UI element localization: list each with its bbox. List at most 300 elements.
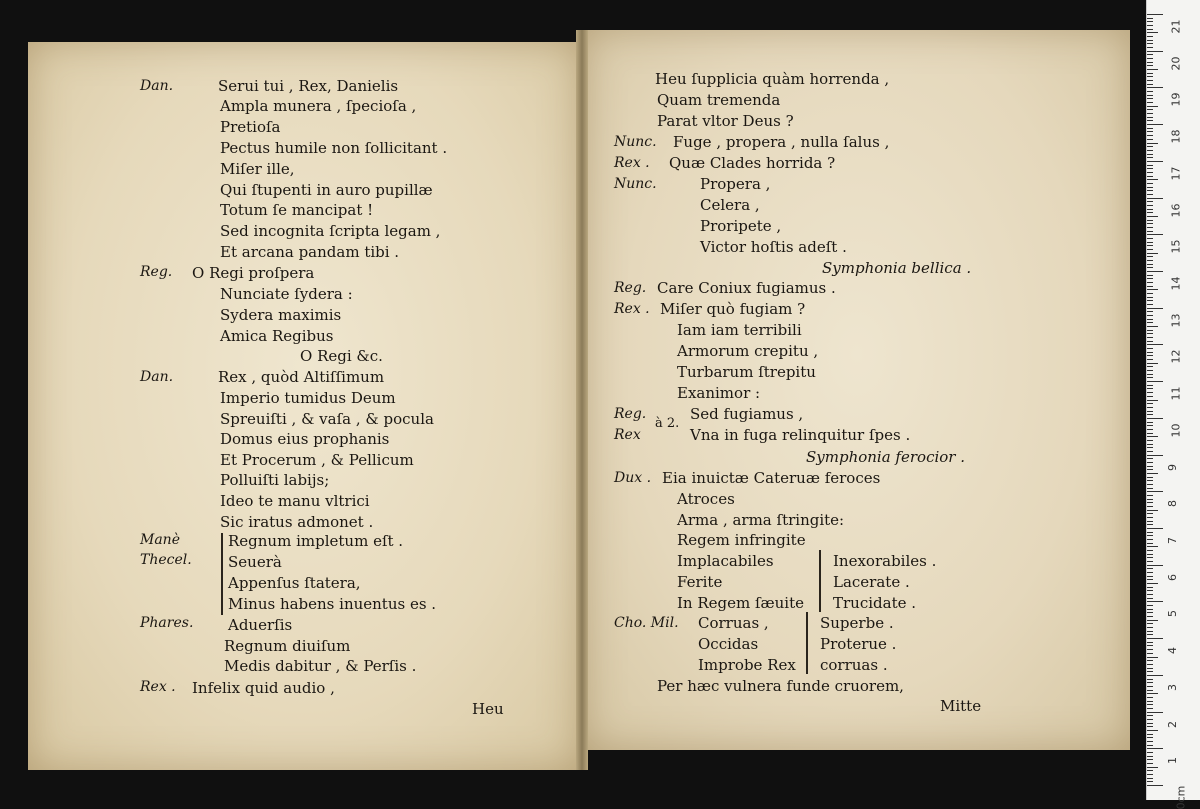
ruler-label: 0cm — [1174, 785, 1188, 809]
ruler-minor-tick — [1147, 256, 1153, 257]
ruler-label: 12 — [1169, 349, 1183, 364]
ruler-minor-tick — [1147, 605, 1153, 606]
ruler-major-tick — [1147, 491, 1163, 492]
stage-direction: Symphonia bellica . — [822, 259, 972, 277]
verse-line: Serui tui , Rex, Danielis — [218, 77, 399, 95]
ruler-minor-tick — [1147, 165, 1153, 166]
ruler-minor-tick — [1147, 631, 1153, 632]
ruler-minor-tick — [1147, 616, 1153, 617]
ruler-minor-tick — [1147, 135, 1153, 136]
ruler-minor-tick — [1147, 238, 1153, 239]
ruler-minor-tick — [1147, 433, 1153, 434]
ruler-minor-tick — [1147, 690, 1153, 691]
ruler-minor-tick — [1147, 183, 1153, 184]
ruler-label: 18 — [1169, 129, 1183, 144]
ruler-label: 15 — [1169, 239, 1183, 254]
verse-line: Turbarum ſtrepitu — [677, 363, 816, 381]
ruler-minor-tick — [1147, 245, 1153, 246]
ruler-label: 3 — [1166, 683, 1179, 691]
ruler-minor-tick — [1147, 620, 1158, 621]
ruler-minor-tick — [1147, 657, 1158, 658]
speaker-phares: Phares. — [140, 615, 194, 631]
ruler-minor-tick — [1147, 396, 1153, 397]
column-bar — [806, 612, 808, 674]
ruler-major-tick — [1147, 785, 1163, 786]
ruler-minor-tick — [1147, 36, 1153, 37]
ruler-minor-tick — [1147, 543, 1153, 544]
ruler-minor-tick — [1147, 260, 1153, 261]
speaker-nunc: Nunc. — [614, 134, 657, 150]
ruler-minor-tick — [1147, 223, 1153, 224]
ruler-label: 14 — [1169, 276, 1183, 291]
ruler-minor-tick — [1147, 726, 1153, 727]
ruler-minor-tick — [1147, 231, 1153, 232]
verse-line: Superbe . — [820, 614, 894, 632]
ruler-minor-tick — [1147, 146, 1153, 147]
ruler-minor-tick — [1147, 664, 1153, 665]
ruler-minor-tick — [1147, 43, 1153, 44]
ruler-minor-tick — [1147, 759, 1153, 760]
ruler-minor-tick — [1147, 341, 1153, 342]
ruler-minor-tick — [1147, 701, 1153, 702]
ruler-minor-tick — [1147, 139, 1153, 140]
ruler-minor-tick — [1147, 576, 1153, 577]
ruler-label: 8 — [1166, 500, 1179, 508]
ruler-minor-tick — [1147, 190, 1153, 191]
ruler-minor-tick — [1147, 326, 1158, 327]
ruler-minor-tick — [1147, 671, 1153, 672]
ruler-minor-tick — [1147, 95, 1153, 96]
ruler-minor-tick — [1147, 370, 1153, 371]
ruler-minor-tick — [1147, 447, 1153, 448]
ruler-minor-tick — [1147, 499, 1153, 500]
ruler-minor-tick — [1147, 205, 1153, 206]
verse-line: Infelix quid audio , — [192, 679, 335, 697]
a-due-marker: à 2. — [655, 416, 680, 431]
ruler-minor-tick — [1147, 583, 1158, 584]
ruler-minor-tick — [1147, 444, 1153, 445]
speaker-thecel: Thecel. — [140, 552, 192, 568]
ruler-minor-tick — [1147, 737, 1153, 738]
ruler-minor-tick — [1147, 756, 1153, 757]
verse-line: O Regi &c. — [300, 347, 383, 365]
ruler-minor-tick — [1147, 80, 1153, 81]
verse-line: Proripete , — [700, 217, 782, 235]
ruler-minor-tick — [1147, 242, 1153, 243]
verse-line: Victor hoſtis adeſt . — [700, 238, 847, 256]
ruler-minor-tick — [1147, 102, 1153, 103]
ruler-label: 20 — [1169, 56, 1183, 71]
ruler-label: 4 — [1166, 647, 1179, 655]
ruler-minor-tick — [1147, 168, 1153, 169]
column-bar — [819, 550, 821, 612]
ruler-minor-tick — [1147, 157, 1153, 158]
speaker-rex: Rex — [614, 427, 641, 443]
catchword: Mitte — [940, 697, 982, 715]
verse-line: Domus eius prophanis — [220, 430, 390, 448]
ruler-minor-tick — [1147, 128, 1153, 129]
ruler-minor-tick — [1147, 730, 1158, 731]
ruler-minor-tick — [1147, 697, 1153, 698]
verse-line: Eia inuictæ Cateruæ feroces — [662, 469, 881, 487]
ruler-minor-tick — [1147, 131, 1153, 132]
ruler-minor-tick — [1147, 612, 1153, 613]
ruler-minor-tick — [1147, 69, 1158, 70]
ruler-minor-tick — [1147, 634, 1153, 635]
ruler-label: 5 — [1166, 610, 1179, 618]
speaker-rex: Rex . — [614, 301, 650, 317]
ruler-major-tick — [1147, 344, 1163, 345]
ruler-minor-tick — [1147, 550, 1153, 551]
verse-line: Improbe Rex — [698, 656, 796, 674]
ruler-minor-tick — [1147, 473, 1158, 474]
stage-direction: Symphonia ferocior . — [806, 448, 966, 466]
verse-line: Regnum impletum eſt . — [228, 532, 404, 550]
ruler-minor-tick — [1147, 407, 1153, 408]
ruler-minor-tick — [1147, 187, 1153, 188]
ruler-minor-tick — [1147, 366, 1153, 367]
verse-line: Ampla munera , ſpecioſa , — [220, 97, 417, 115]
verse-line: Medis dabitur , & Perſis . — [224, 657, 417, 675]
ruler-minor-tick — [1147, 539, 1153, 540]
verse-line: Appenſus ſtatera, — [228, 574, 361, 592]
verse-line: Qui ſtupenti in auro pupillæ — [220, 181, 433, 199]
ruler-minor-tick — [1147, 668, 1153, 669]
ruler-minor-tick — [1147, 25, 1153, 26]
ruler-minor-tick — [1147, 76, 1153, 77]
verse-line: Totum ſe mancipat ! — [220, 201, 374, 219]
ruler-minor-tick — [1147, 172, 1153, 173]
ruler-minor-tick — [1147, 484, 1153, 485]
ruler-minor-tick — [1147, 572, 1153, 573]
brace-bar — [221, 533, 223, 615]
speaker-dux: Dux . — [614, 470, 652, 486]
ruler-major-tick — [1147, 234, 1163, 235]
speaker-reg: Reg. — [614, 280, 647, 296]
ruler-minor-tick — [1147, 781, 1153, 782]
ruler-minor-tick — [1147, 58, 1153, 59]
ruler-minor-tick — [1147, 480, 1153, 481]
verse-line: Sydera maximis — [220, 306, 342, 324]
ruler-minor-tick — [1147, 319, 1153, 320]
verse-line: Parat vltor Deus ? — [657, 112, 794, 130]
ruler-label: 10 — [1169, 423, 1183, 438]
ruler-label: 13 — [1169, 313, 1183, 328]
verse-line: Nunciate ſydera : — [220, 285, 353, 303]
verse-line: Proterue . — [820, 635, 897, 653]
ruler-minor-tick — [1147, 293, 1153, 294]
ruler-minor-tick — [1147, 715, 1153, 716]
verse-line: Trucidate . — [833, 594, 917, 612]
ruler-minor-tick — [1147, 649, 1153, 650]
verse-line: Iam iam terribili — [677, 321, 802, 339]
ruler-minor-tick — [1147, 47, 1153, 48]
verse-line: Quæ Clades horrida ? — [669, 154, 836, 172]
ruler-minor-tick — [1147, 194, 1153, 195]
ruler-label: 9 — [1166, 463, 1179, 471]
ruler-minor-tick — [1147, 745, 1153, 746]
ruler-minor-tick — [1147, 359, 1153, 360]
book-gutter — [576, 30, 588, 770]
speaker-dan: Dan. — [140, 78, 174, 94]
ruler-major-tick — [1147, 565, 1163, 566]
ruler-minor-tick — [1147, 568, 1153, 569]
ruler-minor-tick — [1147, 109, 1153, 110]
verse-line: Sed fugiamus , — [690, 405, 804, 423]
ruler-minor-tick — [1147, 388, 1153, 389]
ruler-minor-tick — [1147, 62, 1153, 63]
ruler-minor-tick — [1147, 249, 1153, 250]
ruler-minor-tick — [1147, 770, 1153, 771]
ruler-minor-tick — [1147, 117, 1153, 118]
ruler-minor-tick — [1147, 289, 1158, 290]
ruler-minor-tick — [1147, 429, 1153, 430]
ruler-minor-tick — [1147, 91, 1153, 92]
ruler-minor-tick — [1147, 21, 1153, 22]
ruler-minor-tick — [1147, 778, 1153, 779]
ruler-minor-tick — [1147, 333, 1153, 334]
ruler-minor-tick — [1147, 311, 1153, 312]
ruler-minor-tick — [1147, 693, 1158, 694]
ruler-minor-tick — [1147, 411, 1153, 412]
ruler-minor-tick — [1147, 594, 1153, 595]
ruler-minor-tick — [1147, 150, 1153, 151]
verse-line: Miſer ille, — [220, 160, 295, 178]
ruler-minor-tick — [1147, 488, 1153, 489]
verse-line: Aduerſis — [228, 616, 293, 634]
ruler-minor-tick — [1147, 425, 1153, 426]
verse-line: Lacerate . — [833, 573, 910, 591]
ruler-minor-tick — [1147, 176, 1153, 177]
verse-line: Implacabiles — [677, 552, 774, 570]
ruler-minor-tick — [1147, 609, 1153, 610]
ruler-minor-tick — [1147, 679, 1153, 680]
ruler-minor-tick — [1147, 65, 1153, 66]
ruler-minor-tick — [1147, 546, 1158, 547]
ruler-minor-tick — [1147, 440, 1153, 441]
ruler-minor-tick — [1147, 216, 1158, 217]
ruler-minor-tick — [1147, 653, 1153, 654]
ruler-minor-tick — [1147, 734, 1153, 735]
ruler-minor-tick — [1147, 719, 1153, 720]
verse-line: Seuerà — [228, 553, 282, 571]
speaker-dan: Dan. — [140, 369, 174, 385]
verse-line: Heu ſupplicia quàm horrenda , — [655, 70, 890, 88]
ruler-minor-tick — [1147, 363, 1158, 364]
ruler-minor-tick — [1147, 282, 1153, 283]
ruler-minor-tick — [1147, 704, 1153, 705]
ruler-minor-tick — [1147, 495, 1153, 496]
verse-line: Rex , quòd Altiſſimum — [218, 368, 385, 386]
ruler-minor-tick — [1147, 708, 1153, 709]
verse-line: Spreuiſti , & vaſa , & pocula — [220, 410, 434, 428]
speaker-nunc: Nunc. — [614, 176, 657, 192]
ruler-minor-tick — [1147, 469, 1153, 470]
ruler-major-tick — [1147, 638, 1163, 639]
ruler-minor-tick — [1147, 645, 1153, 646]
ruler-minor-tick — [1147, 220, 1153, 221]
ruler-minor-tick — [1147, 763, 1153, 764]
ruler-minor-tick — [1147, 502, 1153, 503]
ruler-minor-tick — [1147, 741, 1153, 742]
verse-line: Propera , — [700, 175, 771, 193]
ruler-minor-tick — [1147, 774, 1153, 775]
verse-line: Minus habens inuentus es . — [228, 595, 437, 613]
ruler-label: 11 — [1169, 386, 1183, 401]
ruler-minor-tick — [1147, 212, 1153, 213]
ruler-major-tick — [1147, 14, 1163, 15]
ruler-minor-tick — [1147, 403, 1153, 404]
ruler-minor-tick — [1147, 532, 1153, 533]
ruler-major-tick — [1147, 601, 1163, 602]
verse-line: Corruas , — [698, 614, 769, 632]
ruler-minor-tick — [1147, 517, 1153, 518]
ruler-minor-tick — [1147, 392, 1153, 393]
verse-line: Sed incognita ſcripta legam , — [220, 222, 441, 240]
ruler-minor-tick — [1147, 642, 1153, 643]
ruler-minor-tick — [1147, 374, 1153, 375]
ruler-minor-tick — [1147, 348, 1153, 349]
ruler-minor-tick — [1147, 451, 1153, 452]
verse-line: Fuge , propera , nulla ſalus , — [673, 133, 890, 151]
ruler-minor-tick — [1147, 723, 1153, 724]
ruler-major-tick — [1147, 418, 1163, 419]
ruler-minor-tick — [1147, 29, 1153, 30]
ruler-minor-tick — [1147, 554, 1153, 555]
ruler-minor-tick — [1147, 201, 1153, 202]
ruler-minor-tick — [1147, 264, 1153, 265]
ruler-minor-tick — [1147, 40, 1153, 41]
ruler-minor-tick — [1147, 322, 1153, 323]
ruler-minor-tick — [1147, 286, 1153, 287]
verse-line: Imperio tumidus Deum — [220, 389, 396, 407]
ruler-minor-tick — [1147, 682, 1153, 683]
ruler-minor-tick — [1147, 209, 1153, 210]
ruler-minor-tick — [1147, 587, 1153, 588]
ruler-minor-tick — [1147, 752, 1153, 753]
verse-line: Sic iratus admonet . — [220, 513, 374, 531]
verse-line: Regnum diuiſum — [224, 637, 351, 655]
ruler-minor-tick — [1147, 113, 1153, 114]
ruler-minor-tick — [1147, 524, 1153, 525]
ruler-major-tick — [1147, 271, 1163, 272]
ruler-minor-tick — [1147, 510, 1158, 511]
ruler-minor-tick — [1147, 253, 1158, 254]
ruler-major-tick — [1147, 87, 1163, 88]
speaker-rex: Rex . — [614, 155, 650, 171]
ruler-minor-tick — [1147, 154, 1153, 155]
ruler-minor-tick — [1147, 557, 1153, 558]
ruler-major-tick — [1147, 748, 1163, 749]
ruler-major-tick — [1147, 455, 1163, 456]
verse-line: Et arcana pandam tibi . — [220, 243, 400, 261]
ruler-minor-tick — [1147, 227, 1153, 228]
ruler-minor-tick — [1147, 337, 1153, 338]
ruler-label: 21 — [1169, 19, 1183, 34]
ruler-minor-tick — [1147, 330, 1153, 331]
verse-line: Ideo te manu vltrici — [220, 492, 370, 510]
ruler-minor-tick — [1147, 385, 1153, 386]
ruler-minor-tick — [1147, 660, 1153, 661]
speaker-reg: Reg. — [140, 264, 173, 280]
ruler-major-tick — [1147, 51, 1163, 52]
ruler-minor-tick — [1147, 355, 1153, 356]
verse-line: corruas . — [820, 656, 888, 674]
verse-line: Inexorabiles . — [833, 552, 937, 570]
ruler-minor-tick — [1147, 352, 1153, 353]
ruler-minor-tick — [1147, 590, 1153, 591]
ruler-major-tick — [1147, 308, 1163, 309]
ruler-major-tick — [1147, 528, 1163, 529]
ruler-label: 2 — [1166, 720, 1179, 728]
ruler-minor-tick — [1147, 297, 1153, 298]
verse-line: Celera , — [700, 196, 760, 214]
ruler-major-tick — [1147, 124, 1163, 125]
ruler-label: 17 — [1169, 166, 1183, 181]
verse-line: Quam tremenda — [657, 91, 781, 109]
ruler-label: 1 — [1166, 757, 1179, 765]
verse-line: Vna in fuga relinquitur ſpes . — [690, 426, 911, 444]
verse-line: Polluiſti labijs; — [220, 471, 330, 489]
ruler-minor-tick — [1147, 477, 1153, 478]
ruler-label: 19 — [1169, 92, 1183, 107]
ruler-minor-tick — [1147, 561, 1153, 562]
verse-line: Ferite — [677, 573, 723, 591]
verse-line: Per hæc vulnera funde cruorem, — [657, 677, 904, 695]
ruler-minor-tick — [1147, 54, 1153, 55]
ruler-minor-tick — [1147, 400, 1158, 401]
verse-line: Arma , arma ſtringite: — [677, 511, 845, 529]
ruler-minor-tick — [1147, 32, 1158, 33]
ruler-major-tick — [1147, 712, 1163, 713]
ruler-minor-tick — [1147, 506, 1153, 507]
verse-line: Et Procerum , & Pellicum — [220, 451, 414, 469]
ruler-major-tick — [1147, 198, 1163, 199]
ruler-minor-tick — [1147, 275, 1153, 276]
ruler-minor-tick — [1147, 579, 1153, 580]
ruler-minor-tick — [1147, 278, 1153, 279]
measurement-ruler — [1146, 0, 1200, 809]
speaker-rex: Rex . — [140, 679, 176, 695]
verse-line: Atroces — [677, 490, 735, 508]
ruler-minor-tick — [1147, 535, 1153, 536]
verse-line: Occidas — [698, 635, 759, 653]
verse-line: Pretioſa — [220, 118, 281, 136]
ruler-minor-tick — [1147, 458, 1153, 459]
ruler-minor-tick — [1147, 377, 1153, 378]
ruler-minor-tick — [1147, 18, 1153, 19]
speaker-mane: Manè — [140, 532, 180, 548]
verse-line: Care Coniux fugiamus . — [657, 279, 836, 297]
ruler-minor-tick — [1147, 466, 1153, 467]
ruler-minor-tick — [1147, 84, 1153, 85]
ruler-label: 7 — [1166, 537, 1179, 544]
ruler-label: 6 — [1166, 573, 1179, 581]
verse-line: Armorum crepitu , — [677, 342, 819, 360]
ruler-minor-tick — [1147, 106, 1158, 107]
verse-line: In Regem ſæuite — [677, 594, 805, 612]
ruler-minor-tick — [1147, 267, 1153, 268]
ruler-minor-tick — [1147, 143, 1158, 144]
ruler-minor-tick — [1147, 120, 1153, 121]
ruler-minor-tick — [1147, 179, 1158, 180]
ruler-minor-tick — [1147, 304, 1153, 305]
catchword: Heu — [472, 700, 504, 718]
ruler-major-tick — [1147, 675, 1163, 676]
ruler-minor-tick — [1147, 300, 1153, 301]
speaker-reg: Reg. — [614, 406, 647, 422]
ruler-minor-tick — [1147, 521, 1153, 522]
